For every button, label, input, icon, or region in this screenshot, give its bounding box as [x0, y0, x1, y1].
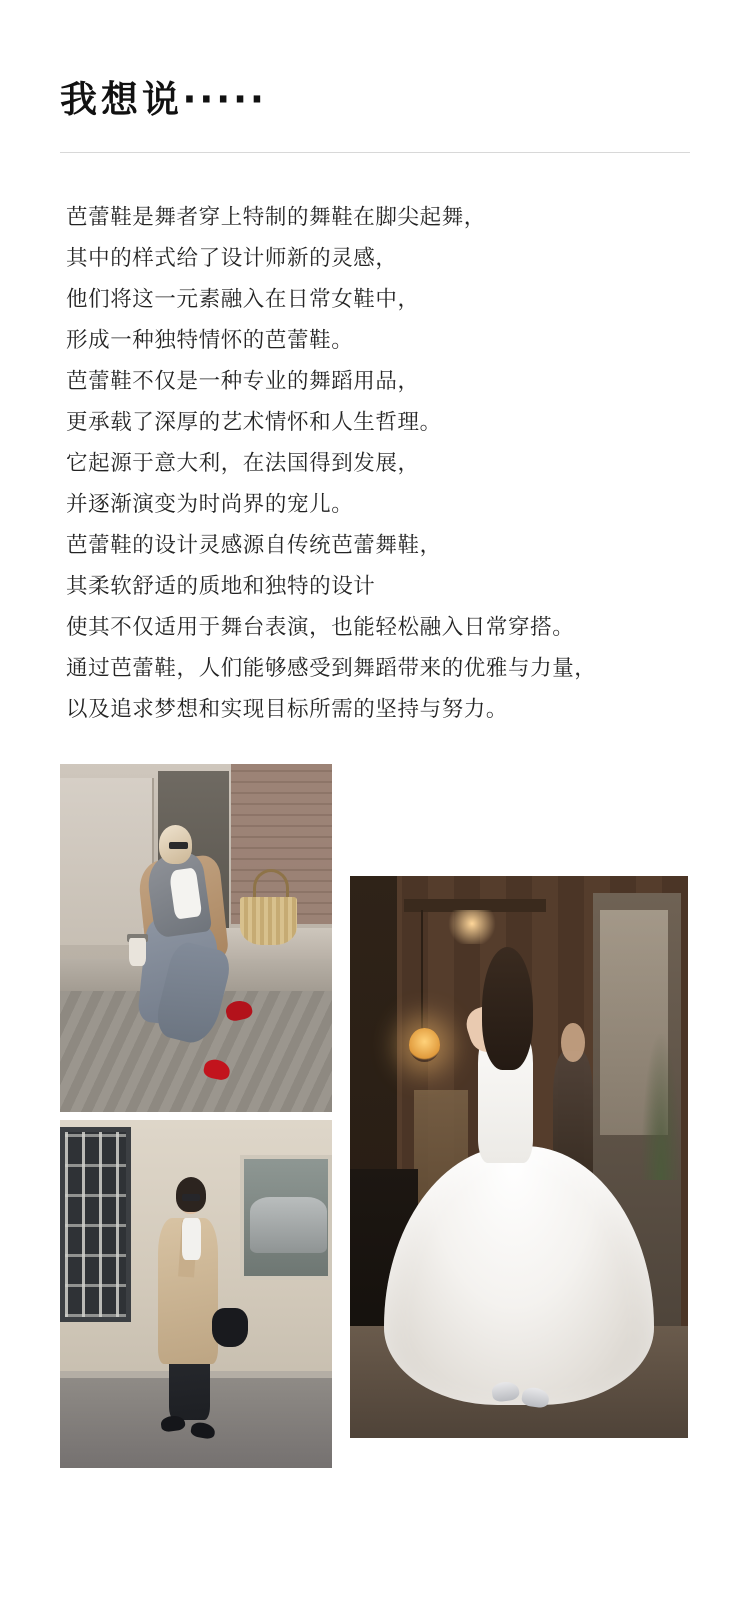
body-line: 芭蕾鞋不仅是一种专业的舞蹈用品， — [66, 369, 420, 394]
photo-gallery — [0, 764, 750, 1504]
page-title: 我想说‧‧‧‧‧ — [60, 79, 268, 120]
gallery-photo-trench-coat-black-flats — [60, 1120, 332, 1468]
body-line: 以及追求梦想和实现目标所需的坚持与努力。 — [66, 697, 509, 722]
body-line: 他们将这一元素融入在日常女鞋中， — [66, 287, 420, 312]
body-line: 更承载了深厚的艺术情怀和人生哲理。 — [66, 410, 442, 435]
body-line: 使其不仅适用于舞台表演，也能轻松融入日常穿搭。 — [66, 615, 575, 640]
gallery-photo-street-grey-blazer-red-flats — [60, 764, 332, 1112]
body-line: 它起源于意大利，在法国得到发展， — [66, 451, 420, 476]
article-body — [0, 197, 750, 730]
divider — [60, 152, 690, 153]
gallery-photo-white-dress-silver-flats — [350, 876, 688, 1438]
body-line: 芭蕾鞋是舞者穿上特制的舞鞋在脚尖起舞， — [66, 205, 486, 230]
body-line: 通过芭蕾鞋，人们能够感受到舞蹈带来的优雅与力量， — [66, 656, 597, 681]
body-line: 形成一种独特情怀的芭蕾鞋。 — [66, 328, 354, 353]
body-line: 其中的样式给了设计师新的灵感， — [66, 246, 398, 271]
body-line: 芭蕾鞋的设计灵感源自传统芭蕾舞鞋， — [66, 533, 442, 558]
body-line: 并逐渐演变为时尚界的宠儿。 — [66, 492, 354, 517]
body-line: 其柔软舒适的质地和独特的设计 — [66, 574, 376, 599]
heading-block — [0, 0, 750, 122]
